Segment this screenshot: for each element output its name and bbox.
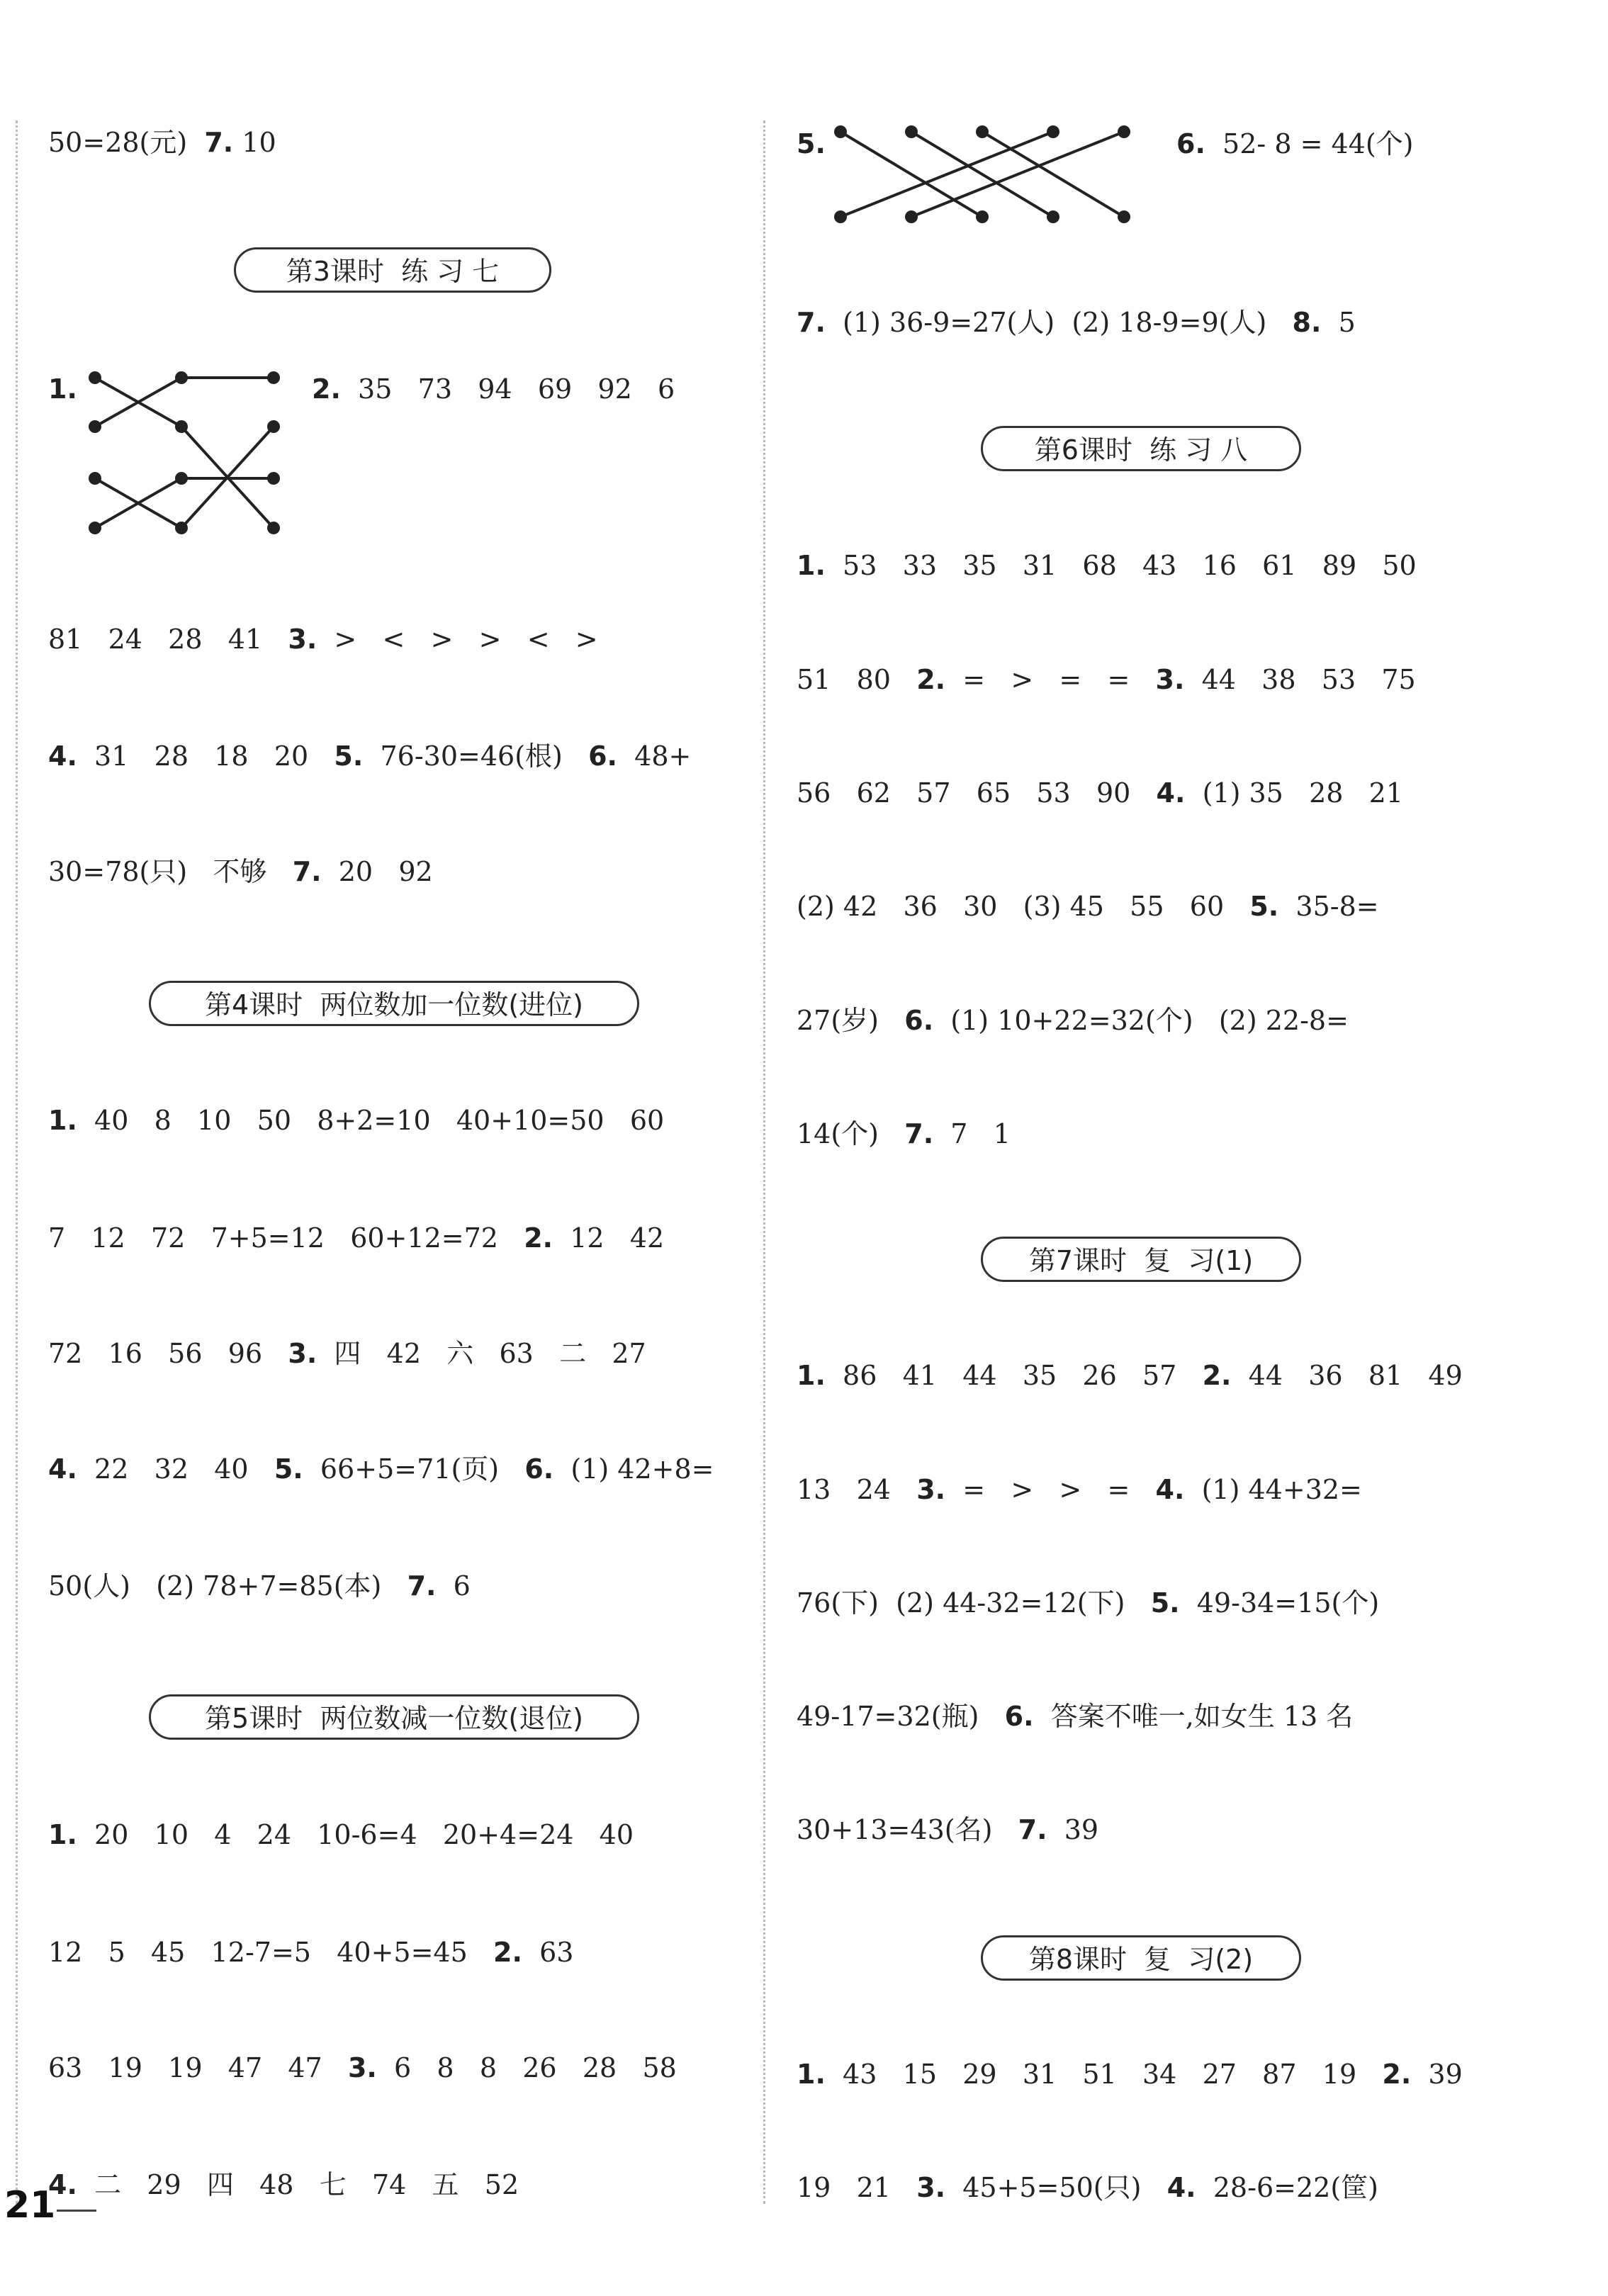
page-number: 21: [4, 2184, 56, 2227]
answer-line: 63 19 19 47 47 3. 6 8 8 26 28 58: [48, 2052, 677, 2083]
answer-line: 30+13=43(名) 7. 39: [797, 1814, 1099, 1845]
answer-line: 7 12 72 7+5=12 60+12=72 2. 12 42: [48, 1222, 665, 1254]
answer-line: 1. 20 10 4 24 10-6=4 20+4=24 40: [48, 1819, 634, 1850]
answer-line: 19 21 3. 45+5=50(只) 4. 28-6=22(筐): [797, 2172, 1378, 2203]
lesson-3-title: 第3课时 练 习 七: [234, 247, 551, 293]
answer-line: (2) 42 36 30 (3) 45 55 60 5. 35-8=: [797, 891, 1379, 922]
answer-line: 1. 43 15 29 31 51 34 27 87 19 2. 39: [797, 2059, 1463, 2090]
answer-line: 51 80 2. = > = = 3. 44 38 53 75: [797, 664, 1416, 695]
answer-line: 50(人) (2) 78+7=85(本) 7. 6: [48, 1570, 471, 1602]
answer-line: 27(岁) 6. (1) 10+22=32(个) (2) 22-8=: [797, 1005, 1349, 1036]
lesson-7-title: 第7课时 复 习(1): [981, 1237, 1301, 1282]
answer-line: 13 24 3. = > > = 4. (1) 44+32=: [797, 1474, 1362, 1505]
answer-line: 30=78(只) 不够 7. 20 92: [48, 856, 433, 887]
answer-line: 1. 40 8 10 50 8+2=10 40+10=50 60: [48, 1105, 665, 1136]
answer-line: 76(下) (2) 44-32=12(下) 5. 49-34=15(个): [797, 1587, 1380, 1619]
answer-line: 49-17=32(瓶) 6. 答案不唯一,如女生 13 名: [797, 1701, 1354, 1732]
answer-line: 1. 53 33 35 31 68 43 16 61 89 50: [797, 550, 1417, 581]
lesson-8-title: 第8课时 复 习(2): [981, 1935, 1301, 1981]
matching-diagram: [88, 365, 329, 542]
left-column: [48, 0, 743, 2296]
footer-dash: [57, 2210, 96, 2212]
answer-line: 14(个) 7. 7 1: [797, 1118, 1011, 1149]
answer-line: 81 24 28 41 3. > < > > < >: [48, 624, 598, 655]
answer-line: 56 62 57 65 53 90 4. (1) 35 28 21: [797, 777, 1404, 809]
answer-line: 72 16 56 96 3. 四 42 六 63 二 27: [48, 1338, 646, 1369]
question-number: 1.: [48, 373, 77, 405]
answer-line: 2. 35 73 94 69 92 6: [312, 373, 675, 405]
answer-line: 12 5 45 12-7=5 40+5=45 2. 63: [48, 1937, 574, 1968]
answer-line: 1. 86 41 44 35 26 57 2. 44 36 81 49: [797, 1360, 1463, 1391]
lesson-5-title: 第5课时 两位数减一位数(退位): [149, 1694, 639, 1740]
answer-line: 6. 52- 8 = 44(个): [1176, 128, 1414, 159]
question-number: 5.: [797, 128, 826, 159]
answer-line: 7. (1) 36-9=27(人) (2) 18-9=9(人) 8. 5: [797, 307, 1356, 338]
answer-line: 4. 31 28 18 20 5. 76-30=46(根) 6. 48+: [48, 741, 692, 772]
answer-line: 4. 22 32 40 5. 66+5=71(页) 6. (1) 42+8=: [48, 1453, 714, 1485]
lesson-6-title: 第6课时 练 习 八: [981, 426, 1301, 471]
right-column: [797, 0, 1505, 2296]
answer-line: 4. 二 29 四 48 七 74 五 52: [48, 2169, 519, 2200]
left-margin-rule: [16, 120, 18, 2204]
center-column-rule: [763, 120, 765, 2204]
lesson-4-title: 第4课时 两位数加一位数(进位): [149, 981, 639, 1026]
answer-line: 50=28(元) 7. 10: [48, 127, 276, 158]
